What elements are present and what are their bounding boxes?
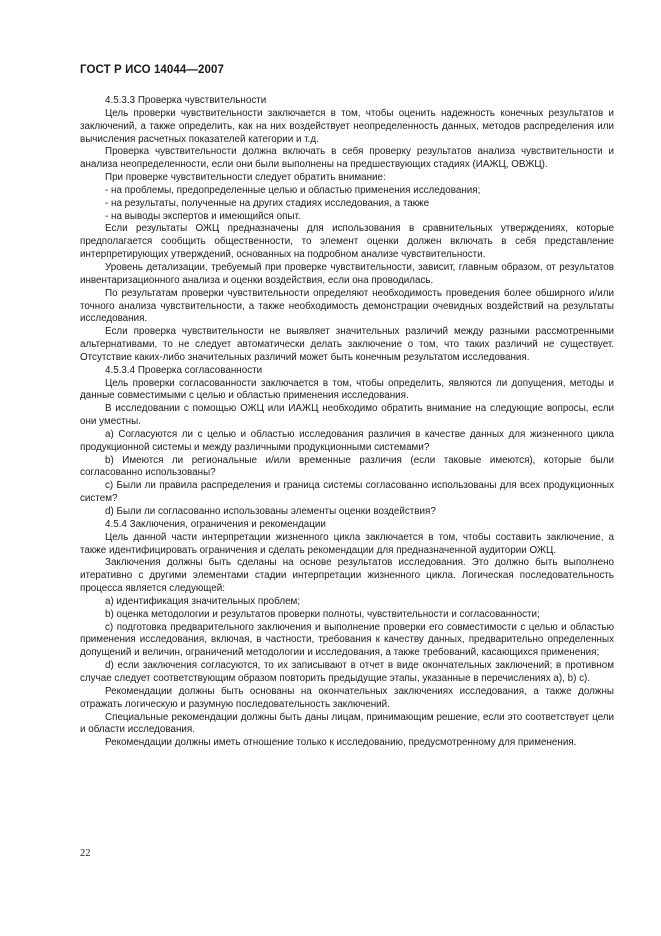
list-item: a) идентификация значительных проблем; xyxy=(105,595,301,607)
paragraph: Цель проверки чувствительности заключается в том, чтобы оценить надежность конечных результатов и заключений, а также определить, как на них воздействует неопределенность данных, методов распределения или вычисления расчетных показателей категории и т.д. xyxy=(80,107,614,145)
section-heading-4-5-4: 4.5.4 Заключения, ограничения и рекомендации xyxy=(105,518,326,530)
list-item: - на проблемы, предопределенные целью и областью применения исследования; xyxy=(105,184,481,196)
paragraph: Цель проверки согласованности заключается в том, чтобы определить, являются ли допущения, методы и данные совместимыми с целью и областью применения исследования. xyxy=(80,377,614,402)
paragraph: По результатам проверки чувствительности определяют необходимость проведения более обширного и/или точного анализа чувствительности, а также необходимость демонстрации очевидных воздействий на результаты исследования. xyxy=(80,287,614,325)
paragraph: Заключения должны быть сделаны на основе результатов исследования. Это должно быть выполнено итеративно с другими элементами стадии интерпретации жизненного цикла. Логическая последовательность процесса является следующей: xyxy=(80,557,614,595)
paragraph: Рекомендации должны иметь отношение только к исследованию, предусмотренному для применения. xyxy=(105,737,577,749)
paragraph: Рекомендации должны быть основаны на окончательных заключениях исследования, а также должны отражать логическую и разумную последовательность заключений. xyxy=(80,685,614,710)
section-heading-4-5-3-3: 4.5.3.3 Проверка чувствительности xyxy=(105,95,267,106)
paragraph: Если проверка чувствительности не выявляет значительных различий между разными рассмотренными альтернативами, то не следует автоматически делать заключение о том, что таких различий не существует. Отсутствие каких-либо значительных различий может быть конечным результатом исследования. xyxy=(80,326,614,363)
paragraph: Цель данной части интерпретации жизненного цикла заключается в том, чтобы составить заключение, а также идентифицировать ограничения и сделать рекомендации для предназначенной аудитории ОЖЦ. xyxy=(80,531,614,556)
paragraph: Специальные рекомендации должны быть даны лицам, принимающим решение, если это соответствует цели и области исследования. xyxy=(80,711,614,736)
list-item: d) Были ли согласованно использованы элементы оценки воздействия? xyxy=(105,506,436,517)
page-number: 22 xyxy=(80,848,91,859)
list-item: - на результаты, полученные на других стадиях исследования, а также xyxy=(105,197,430,209)
paragraph: При проверке чувствительности следует обратить внимание: xyxy=(105,172,386,184)
list-item: d) если заключения согласуются, то их записывают в отчет в виде окончательных заключений; в противном случае следует соответствующим образом повторить предыдущие этапы, указанные в перечислениях a), b) c). xyxy=(80,660,614,684)
document-body xyxy=(80,95,614,750)
list-item: b) Имеются ли региональные и/или временные различия (если таковые имеются), которые были согласованно использованы? xyxy=(80,454,614,479)
list-item: a) Согласуются ли с целью и областью исследования различия в качестве данных для жизненного цикла продукционной системы и между различными продукционными системами? xyxy=(80,428,614,453)
paragraph: Если результаты ОЖЦ предназначены для использования в сравнительных утверждениях, которые предполагается сообщить общественности, то элемент оценки должен включать в себя представление интерпретирующих утверждений, основанных на подробном анализе чувствительности. xyxy=(80,223,614,261)
document-header: ГОСТ Р ИСО 14044—2007 xyxy=(80,64,225,76)
paragraph: Уровень детализации, требуемый при проверке чувствительности, зависит, главным образом, от результатов инвентаризационного анализа и оценки воздействия, если она проводилась. xyxy=(80,261,614,286)
list-item: - на выводы экспертов и имеющийся опыт. xyxy=(105,210,301,222)
list-item: c) подготовка предварительного заключения и выполнение проверки его совместимости с целью и областью применения исследования, включая, в частности, требования к качеству данных, предварительно определенных допущений и величин, ограничений методологии и исследования, а также требований, касающихся применения; xyxy=(80,621,614,659)
list-item: b) оценка методологии и результатов проверки полноты, чувствительности и согласованности; xyxy=(105,608,540,620)
paragraph: Проверка чувствительности должна включать в себя проверку результатов анализа чувствительности и анализа неопределенности, если они были выполнены на предшествующих стадиях (ИАЖЦ, ОВЖЦ). xyxy=(80,146,614,171)
list-item: c) Были ли правила распределения и граница системы согласованно использованы для всех продукционных систем? xyxy=(80,480,614,505)
section-heading-4-5-3-4: 4.5.3.4 Проверка согласованности xyxy=(105,364,263,376)
paragraph: В исследовании с помощью ОЖЦ или ИАЖЦ необходимо обратить внимание на следующие вопросы, если они уместны. xyxy=(80,403,614,428)
